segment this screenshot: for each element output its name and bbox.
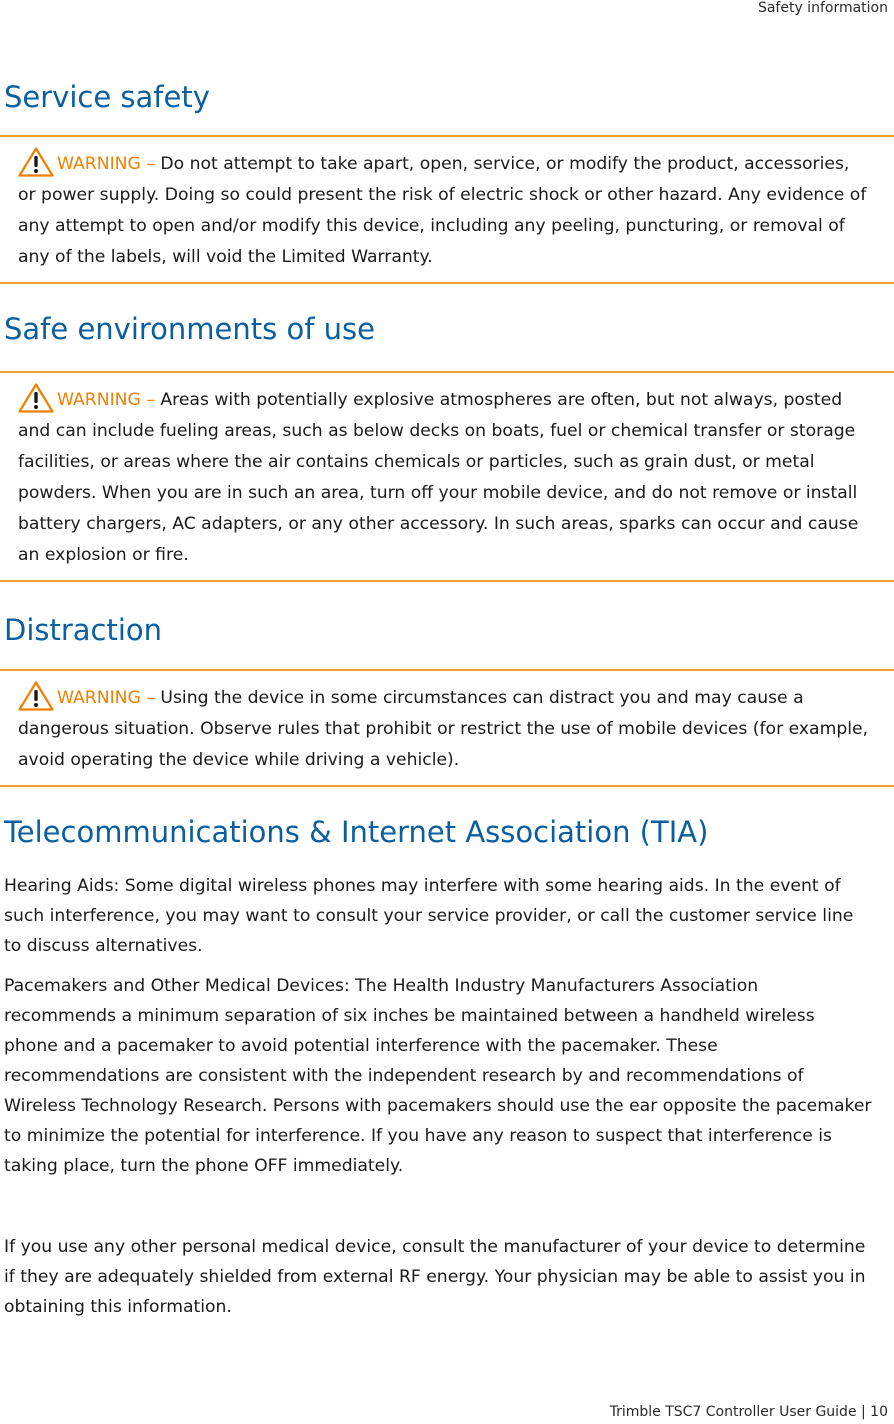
warning-box-service-safety (0, 135, 894, 284)
warning-triangle-icon (18, 681, 54, 711)
warning-box-distraction (0, 669, 894, 787)
warning-text: Areas with potentially explosive atmospheres are often, but not always, posted and can include fueling areas, such as below decks on boats, fuel or chemical transfer or storage facilities, or areas where the air contains chemicals or particles, such as grain dust, or metal powders. When you are in such an area, turn off your mobile device, and do not remove or install battery chargers, AC adapters, or any other accessory. In such areas, sparks can occur and cause an explosion or fire. (18, 390, 859, 565)
paragraph-hearing-aids: Hearing Aids: Some digital wireless phones may interfere with some hearing aids. In the event of such interference, you may want to consult your service provider, or call the customer service line to discuss alternatives. (4, 876, 854, 956)
warning-triangle-icon (18, 383, 54, 413)
section-title-tia: Telecommunications & Internet Association (TIA) (4, 815, 709, 849)
section-title-safe-environments: Safe environments of use (4, 312, 375, 346)
running-footer: Trimble TSC7 Controller User Guide | 10 (609, 1404, 888, 1420)
warning-triangle-icon (18, 147, 54, 177)
section-title-distraction: Distraction (4, 613, 163, 647)
warning-box-safe-environments (0, 371, 894, 582)
running-header: Safety information (757, 0, 888, 16)
warning-label: WARNING – (57, 688, 161, 708)
warning-label: WARNING – (57, 390, 161, 410)
section-title-service-safety: Service safety (4, 80, 210, 114)
warning-text: Do not attempt to take apart, open, service, or modify the product, accessories, or power supply. Doing so could present the risk of electric shock or other hazard. Any evidence of any attempt to open and/or modify this device, including any peeling, puncturing, or removal of any of the labels, will void the Limited Warranty. (18, 154, 867, 267)
warning-label: WARNING – (57, 154, 161, 174)
paragraph-pacemakers: Pacemakers and Other Medical Devices: The Health Industry Manufacturers Association recommends a minimum separation of six inches be maintained between a handheld wireless phone and a pacemaker to avoid potential interference with the pacemaker. These recommendations are consistent with the independent research by and recommendations of Wireless Technology Research. Persons with pacemakers should use the ear opposite the pacemaker to minimize the potential for interference. If you have any reason to suspect that interference is taking place, turn the phone OFF immediately. (4, 976, 872, 1176)
paragraph-medical-devices: If you use any other personal medical device, consult the manufacturer of your device to determine if they are adequately shielded from external RF energy. Your physician may be able to assist you in obtaining this information. (4, 1237, 866, 1317)
warning-text: Using the device in some circumstances can distract you and may cause a dangerous situation. Observe rules that prohibit or restrict the use of mobile devices (for example, avoid operating the device while driving a vehicle). (18, 688, 869, 770)
